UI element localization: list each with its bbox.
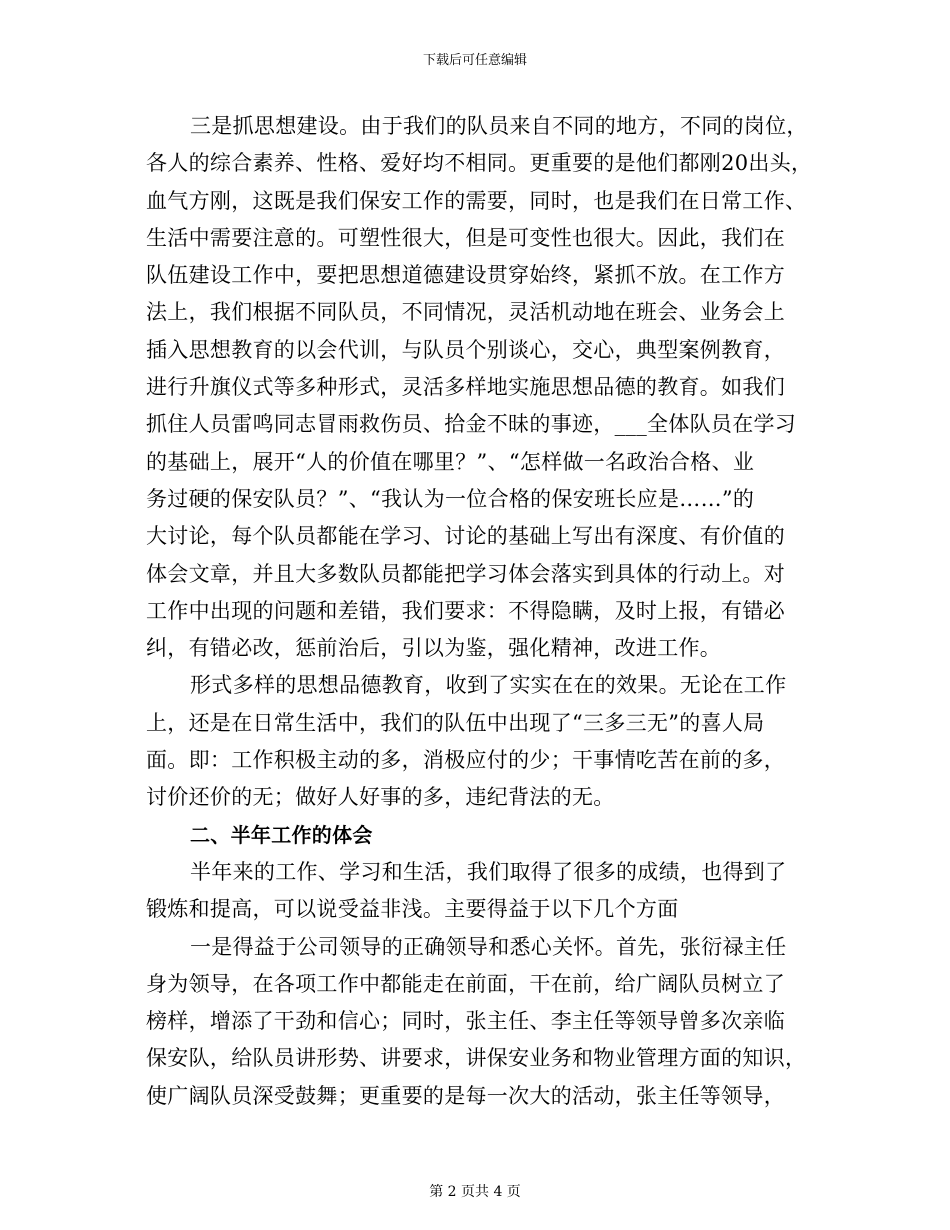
paragraph-line: 一是得益于公司领导的正确领导和悉心关怀。首先，张衍禄主任 — [190, 934, 787, 959]
paragraph-line: 法上，我们根据不同队员，不同情况，灵活机动地在班会、业务会上 — [146, 300, 785, 325]
paragraph-line: 半年来的工作、学习和生活，我们取得了很多的成绩，也得到了 — [190, 859, 787, 884]
paragraph-line: 体会文章，并且大多数队员都能把学习体会落实到具体的行动上。对 — [146, 561, 785, 586]
paragraph-line: 锻炼和提高，可以说受益非浅。主要得益于以下几个方面 — [146, 897, 679, 922]
paragraph-line: 的基础上，展开“人的价值在哪里？”、“怎样做一名政治合格、业 — [146, 449, 755, 474]
paragraph-line: 进行升旗仪式等多种形式，灵活多样地实施思想品德的教育。如我们 — [146, 375, 785, 400]
paragraph-line: 大讨论，每个队员都能在学习、讨论的基础上写出有深度、有价值的 — [146, 524, 785, 549]
paragraph-line: 讨价还价的无；做好人好事的多，违纪背法的无。 — [146, 785, 615, 810]
paragraph-line: 生活中需要注意的。可塑性很大，但是可变性也很大。因此，我们在 — [146, 225, 785, 250]
paragraph-line: 面。即：工作积极主动的多，消极应付的少；干事情吃苦在前的多， — [146, 748, 785, 773]
page-footer: 第 2 页共 4 页 — [429, 1184, 521, 1200]
paragraph-line: 形式多样的思想品德教育，收到了实实在在的效果。无论在工作 — [190, 673, 787, 698]
paragraph-line: 使广阔队员深受鼓舞；更重要的是每一次大的活动，张主任等领导， — [146, 1083, 785, 1108]
paragraph-line: 三是抓思想建设。由于我们的队员来自不同的地方，不同的岗位， — [190, 114, 808, 138]
paragraph-line: 务过硬的保安队员？”、“我认为一位合格的保安班长应是……”的 — [146, 486, 755, 511]
paragraph-line: 榜样，增添了干劲和信心；同时，张主任、李主任等领导曾多次亲临 — [146, 1009, 785, 1034]
paragraph-line: 工作中出现的问题和差错，我们要求：不得隐瞒，及时上报，有错必 — [146, 598, 785, 623]
page-header: 下载后可任意编辑 — [422, 53, 527, 68]
paragraph-line: 上，还是在日常生活中，我们的队伍中出现了“三多三无”的喜人局 — [146, 710, 765, 735]
paragraph-line: 保安队，给队员讲形势、讲要求，讲保安业务和物业管理方面的知识， — [146, 1046, 807, 1071]
paragraph-line: 插入思想教育的以会代训，与队员个别谈心，交心，典型案例教育， — [146, 337, 785, 362]
paragraph-line: 队伍建设工作中，要把思想道德建设贯穿始终，紧抓不放。在工作方 — [146, 263, 785, 288]
paragraph-line: 纠，有错必改，惩前治后，引以为鉴，强化精神，改进工作。 — [146, 636, 722, 661]
paragraph-line: 身为领导，在各项工作中都能走在前面，干在前，给广阔队员树立了 — [146, 971, 785, 996]
document-body — [146, 108, 813, 1115]
paragraph-line: 抓住人员雷鸣同志冒雨救伤员、拾金不昧的事迹，___全体队员在学习 — [146, 412, 797, 437]
section-heading: 二、半年工作的体会 — [190, 822, 373, 847]
paragraph-line: 各人的综合素养、性格、爱好均不相同。更重要的是他们都刚20出头， — [146, 151, 813, 176]
paragraph-line: 血气方刚，这既是我们保安工作的需要，同时，也是我们在日常工作、 — [146, 188, 807, 213]
